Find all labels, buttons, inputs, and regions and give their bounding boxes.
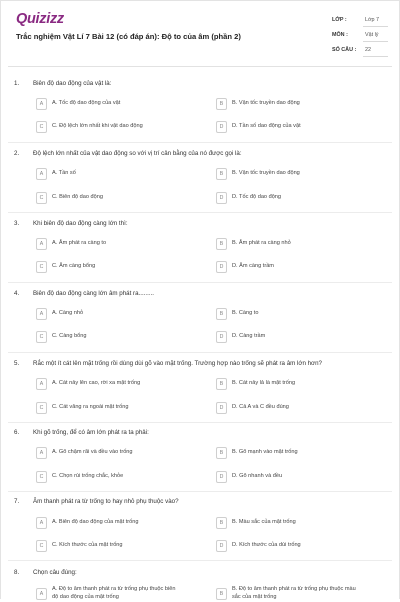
option-text: B. Màu sắc của mặt trống — [232, 519, 296, 525]
option-text: B. Vận tốc truyền dao động — [232, 100, 300, 106]
option-text: D. Cả A và C đều đúng — [232, 404, 289, 410]
option-letter-box: D — [216, 121, 227, 133]
option-letter-box: A — [36, 238, 47, 250]
option-text: D. Càng trầm — [232, 333, 266, 339]
option-letter-box: B — [216, 588, 227, 600]
option-letter-box: B — [216, 98, 227, 110]
option-text: A. Biên độ dao động của mặt trống — [52, 519, 139, 525]
option-letter-box: A — [36, 588, 47, 600]
option-text: D. Tốc độ dao động — [232, 194, 282, 200]
option-text: C. Độ lệch lớn nhất khi vật dao động — [52, 123, 143, 129]
question-text: Độ lệch lớn nhất của vật dao động so với vị trí cân bằng của nó được gọi là: — [33, 150, 242, 157]
option-text: B. Gõ mạnh vào mặt trống — [232, 449, 298, 455]
option-text: A. Độ to âm thanh phát ra từ trống phụ thuộc biên độ dao động của mặt trống — [52, 586, 176, 600]
question-text: Rắc một ít cát lên mặt trống rồi dùng dùi gõ vào mặt trống. Trường hợp nào trống sẽ phát ra âm lớn hơn? — [33, 360, 322, 367]
option-text: D. Kích thước của dùi trống — [232, 542, 301, 548]
question-divider — [8, 352, 392, 353]
worksheet-header — [0, 0, 400, 66]
option-letter-box: C — [36, 331, 47, 343]
option-text: B. Càng to — [232, 310, 259, 316]
question-divider — [8, 212, 392, 213]
meta-subject-value: Vật lý — [365, 32, 379, 38]
option-text: B. Cát nảy lả là mặt trống — [232, 380, 296, 386]
option-text: A. Tốc độ dao động của vật — [52, 100, 121, 106]
option-letter-box: B — [216, 308, 227, 320]
option-text: D. Âm càng trầm — [232, 263, 274, 269]
question-text: Khi gõ trống, để có âm lớn phát ra ta phải: — [33, 429, 149, 436]
meta-underline — [363, 26, 388, 27]
question-text: Chọn câu đúng: — [33, 569, 77, 576]
meta-subject-label: MÔN : — [332, 32, 348, 38]
meta-underline — [363, 41, 388, 42]
question-number: 8. — [14, 569, 20, 576]
option-text: C. Kích thước của mặt trống — [52, 542, 123, 548]
option-text: A. Gõ chậm rãi và đều vào trống — [52, 449, 133, 455]
option-letter-box: B — [216, 447, 227, 459]
option-letter-box: A — [36, 378, 47, 390]
question-text: Khi biên độ dao động càng lớn thì: — [33, 220, 128, 227]
option-letter-box: D — [216, 540, 227, 552]
header-divider — [8, 66, 392, 67]
option-text: A. Cát nảy lên cao, rời xa mặt trống — [52, 380, 141, 386]
option-text: B. Độ to âm thanh phát ra từ trống phụ thuộc màu sắc của mặt trống — [232, 586, 356, 600]
option-letter-box: C — [36, 402, 47, 414]
option-letter-box: A — [36, 98, 47, 110]
option-letter-box: B — [216, 517, 227, 529]
option-letter-box: A — [36, 517, 47, 529]
question-divider — [8, 422, 392, 423]
option-letter-box: B — [216, 238, 227, 250]
option-letter-box: B — [216, 378, 227, 390]
question-number: 7. — [14, 498, 20, 505]
option-letter-box: C — [36, 471, 47, 483]
question-text: Biên độ dao động càng lớn âm phát ra......... — [33, 290, 155, 297]
option-text: D. Gõ nhanh và đều — [232, 473, 283, 479]
option-letter-box: A — [36, 168, 47, 180]
option-letter-box: C — [36, 192, 47, 204]
quizizz-logo: Quizizz — [16, 11, 64, 27]
option-text: A. Càng nhỏ — [52, 310, 84, 316]
option-letter-box: A — [36, 308, 47, 320]
question-divider — [8, 142, 392, 143]
question-number: 5. — [14, 360, 20, 367]
meta-class-value: Lớp 7 — [365, 17, 380, 23]
meta-count-value: 22 — [365, 47, 371, 53]
option-text: C. Cát văng ra ngoài mặt trống — [52, 404, 129, 410]
question-number: 4. — [14, 290, 20, 297]
meta-class-label: LỚP : — [332, 17, 347, 23]
worksheet-title: Trắc nghiệm Vật Lí 7 Bài 12 (có đáp án): Độ to của âm (phần 2) — [16, 32, 241, 41]
option-text: B. Vận tốc truyền dao động — [232, 170, 300, 176]
option-text: A. Tần số — [52, 170, 76, 176]
meta-subject-row — [330, 29, 390, 44]
option-text: C. Âm càng bổng — [52, 263, 96, 269]
meta-count-label: SỐ CÂU : — [332, 47, 357, 53]
question-number: 2. — [14, 150, 20, 157]
option-letter-box: C — [36, 261, 47, 273]
option-text: A. Âm phát ra càng to — [52, 240, 107, 246]
option-letter-box: D — [216, 261, 227, 273]
option-letter-box: C — [36, 540, 47, 552]
option-text: C. Càng bổng — [52, 333, 87, 339]
meta-count-row — [330, 44, 390, 59]
option-letter-box: D — [216, 471, 227, 483]
option-letter-box: C — [36, 121, 47, 133]
question-text: Biên độ dao động của vật là: — [33, 80, 112, 87]
meta-underline — [363, 56, 388, 57]
option-letter-box: D — [216, 402, 227, 414]
option-letter-box: D — [216, 192, 227, 204]
worksheet-meta — [330, 14, 390, 59]
question-divider — [8, 282, 392, 283]
question-divider — [8, 491, 392, 492]
option-text: C. Chọn rùi trống chắc, khỏe — [52, 473, 124, 479]
question-number: 1. — [14, 80, 20, 87]
meta-class-row — [330, 14, 390, 29]
option-letter-box: A — [36, 447, 47, 459]
question-divider — [8, 560, 392, 561]
option-letter-box: B — [216, 168, 227, 180]
question-number: 3. — [14, 220, 20, 227]
option-text: B. Âm phát ra càng nhỏ — [232, 240, 291, 246]
option-text: C. Biên độ dao động — [52, 194, 104, 200]
question-text: Âm thanh phát ra từ trống to hay nhỏ phụ thuộc vào? — [33, 498, 179, 505]
option-letter-box: D — [216, 331, 227, 343]
question-number: 6. — [14, 429, 20, 436]
option-text: D. Tần số dao động của vật — [232, 123, 301, 129]
